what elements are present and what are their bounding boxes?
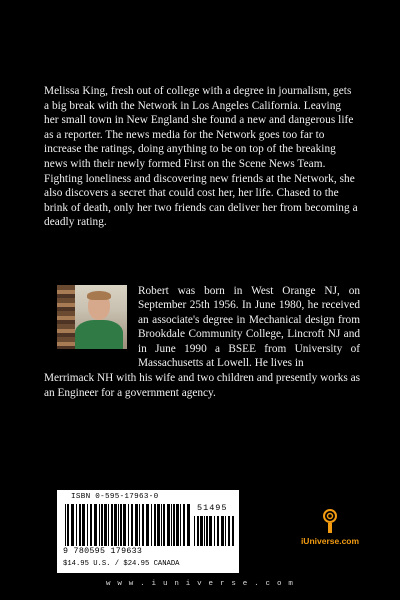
barcode-bar: [123, 504, 126, 546]
barcode-bar: [232, 516, 234, 546]
barcode-bar: [94, 504, 97, 546]
barcode-bar: [183, 504, 185, 546]
barcode-bar: [200, 516, 203, 546]
author-bio: Robert was born in West Orange NJ, on September 25th 1956. In June 1980, he received an associate's degree in Mechanical design from Brookdale Community College, Lincroft NJ and in June 1990 a BSEE from University of Massachusetts at Lowell. He lives in: [138, 285, 360, 370]
barcode-bar: [65, 504, 66, 546]
barcode-bar: [204, 516, 205, 546]
barcode-bar: [87, 504, 88, 546]
ean-barcode: [65, 504, 190, 546]
barcode-bar: [206, 516, 208, 546]
barcode-bar: [214, 516, 215, 546]
barcode-bar: [228, 516, 230, 546]
barcode-bar: [171, 504, 172, 546]
barcode-bar: [120, 504, 122, 546]
barcode-bar: [71, 504, 74, 546]
barcode-bar: [108, 504, 109, 546]
barcode-bar: [217, 516, 219, 546]
barcode-bar: [194, 516, 195, 546]
barcode-bar: [163, 504, 165, 546]
barcode-bar: [180, 504, 181, 546]
author-photo: [57, 285, 127, 349]
ean-number: 9 780595 179633: [63, 547, 143, 556]
barcode-bar: [104, 504, 107, 546]
barcode-bar: [79, 504, 81, 546]
barcode-bar: [161, 504, 162, 546]
barcode-label: [57, 490, 239, 573]
spiral-icon: [300, 506, 360, 536]
barcode-bar: [114, 504, 117, 546]
publisher-logo-text: iUniverse.com: [300, 536, 360, 546]
barcode-bar: [111, 504, 113, 546]
barcode-bar: [176, 504, 179, 546]
barcode-bar: [197, 516, 199, 546]
barcode-bar: [221, 516, 224, 546]
barcode-bar: [131, 504, 133, 546]
barcode-bar: [90, 504, 92, 546]
barcode-bar: [139, 504, 140, 546]
barcode-bar: [157, 504, 160, 546]
barcode-bar: [173, 504, 175, 546]
addon-barcode: [194, 516, 234, 546]
price-text: $14.95 U.S. / $24.95 CANADA: [63, 560, 180, 568]
synopsis-text: Melissa King, fresh out of college with a degree in journalism, gets a big break with the Network in Los Angeles California. Leaving her small town in New England she found a new and dangerous life as a reporter. The news media for the Network goes too far to increase the ratings, doing anything to be on top of the breaking news with their newly formed First on the Scene News Team. Fighting loneliness and discovering new friends at the Network, she also discovers a secret that could cost her, her life. Chased to the brink of death, only her two friends can deliver her from becoming a deadly rating.: [44, 85, 358, 229]
barcode-bar: [151, 504, 152, 546]
barcode-addon-number: 51495: [197, 503, 228, 513]
barcode-bar: [225, 516, 226, 546]
barcode-bar: [142, 504, 144, 546]
barcode-bar: [135, 504, 138, 546]
barcode-bar: [187, 504, 190, 546]
barcode-bar: [209, 516, 212, 546]
barcode-bar: [101, 504, 103, 546]
isbn-text: ISBN 0-595-17963-0: [71, 493, 159, 501]
barcode-bar: [154, 504, 156, 546]
publisher-logo: [300, 506, 360, 576]
website-url: w w w . i u n i v e r s e . c o m: [105, 580, 295, 588]
barcode-bar: [146, 504, 149, 546]
barcode-bar: [99, 504, 100, 546]
barcode-bar: [118, 504, 119, 546]
barcode-bar: [67, 504, 69, 546]
barcode-bar: [128, 504, 129, 546]
barcode-bar: [76, 504, 77, 546]
barcode-bar: [167, 504, 170, 546]
barcode-bar: [82, 504, 85, 546]
author-bio-continued: Merrimack NH with his wife and two children and presently works as an Engineer for a government agency.: [44, 372, 360, 399]
